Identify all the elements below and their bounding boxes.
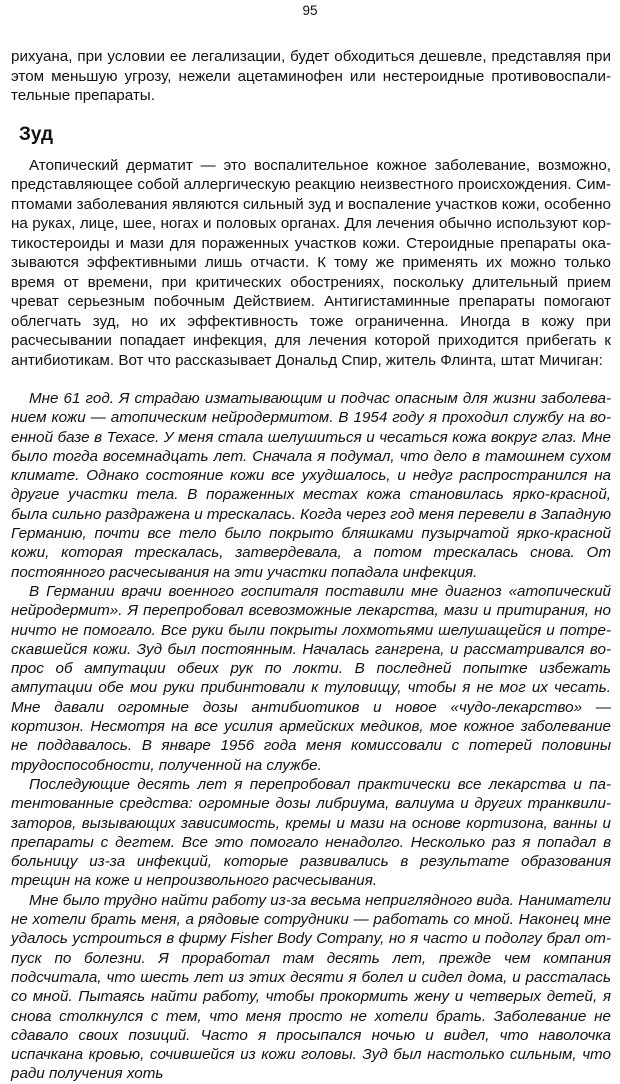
quote-paragraph: Последующие десять лет я перепробовал практически все лекарства и патентованные средства: огромные дозы либриума, валиума и других транквилизаторов, вызывающих зависимость, кремы и мази на основе кортизона, ванны и препараты с дегтем. Все это помогало ненадолго. Несколько раз я попадал в больницу из-за инфекций, которые развивались в результате образования трещин на коже и непроизвольного расчесывания. xyxy=(11,775,611,890)
intro-paragraph: рихуана, при условии ее легализации, будет обходиться дешевле, представляя при этом меньшую угрозу, нежели ацетаминофен или нестероидные противовоспалительные препараты. xyxy=(11,48,611,104)
quote-paragraph: В Германии врачи военного госпиталя поставили мне диагноз «атопический нейродермит». Я перепробовал всевозможные лекарства, мази и притирания, но ничто не помогало. Все руки были покрыты лохмотьями шелушащейся и потрескавшейся кожи. Зуд был постоянным. Началась гангрена, и рассматривался вопрос об ампутации обеих рук по локти. В последней попытке избежать ампутации обе мои руки прибинтовали к туловищу, чтобы я не мог их чесать. Мне давали огромные дозы антибиотиков и новое «чудо-лекарство» — кортизон. Несмотря на все усилия армейских медиков, мое кожное заболевание не поддавалось. В январе 1956 года меня комиссовали с потерей половины трудоспособности, полученной на службе. xyxy=(11,582,611,774)
page-number: 95 xyxy=(302,3,318,18)
quote-paragraph: Мне 61 год. Я страдаю изматывающим и подчас опасным для жизни заболеванием кожи — атопическим нейродермитом. В 1954 году я проходил службу на военной базе в Техасе. У меня стала шелушиться и чесаться кожа вокруг глаз. Мне было тогда восемнадцать лет. Сначала я подумал, что дело в тамошнем сухом климате. Однако состояние кожи все ухудшалось, и недуг распространился на другие участки тела. В пораженных местах кожа становилась ярко-красной, была сильно раздражена и трескалась. Когда через год меня перевели в Западную Германию, почти все тело было покрыто бляшками пузырчатой ярко-красной кожи, которая трескалась, затвердевала, а потом трескалась снова. От постоянного расчесывания на эти участки попадала инфекция. xyxy=(11,390,611,581)
body-paragraph: Атопический дерматит — это воспалительное кожное заболевание, возможно, представляющее собой аллергическую реакцию неизвестного происхождения. Симптомами заболевания являются сильный зуд и воспаление участков кожи, особенно на руках, лице, шее, ногах и половых органах. Для лечения обычно используют кортикостероиды и мази для пораженных участков кожи. Стероидные препараты оказываются эффективными лишь отчасти. К тому же применять их можно только время от времени, при критических обострениях, поскольку длительный прием чреват серьезным побочным Действием. Антигистаминные препараты помогают облегчать зуд, но их эффективность тоже ограниченна. Иногда в кожу при расчесывании попадает инфекция, для лечения которой приходится прибегать к антибиотикам. Вот что рассказывает Дональд Спир, житель Флинта, штат Мичиган: xyxy=(11,156,611,369)
section-heading: Зуд xyxy=(19,123,54,145)
quote-paragraph: Мне было трудно найти работу из-за весьма неприглядного вида. Наниматели не хотели брать меня, а рядовые сотрудники — работать со мной. Наконец мне удалось устроиться в фирму Fisher Body Company, но я часто и подолгу брал отпуск по болезни. Я проработал там десять лет, прежде чем компания подсчитала, что шесть лет из этих десяти я болел и сидел дома, и рассталась со мной. Пытаясь найти работу, чтобы прокормить жену и четверых детей, я снова столкнулся с тем, что меня просто не хотели брать. Заболевание не сдавало своих позиций. Часто я просыпался ночью и видел, что наволочка испачкана кровью, сочившейся из кожи головы. Зуд был настолько сильным, что ради получения хоть xyxy=(11,891,611,1083)
page-content xyxy=(11,47,611,1084)
quote-block xyxy=(11,389,611,1084)
